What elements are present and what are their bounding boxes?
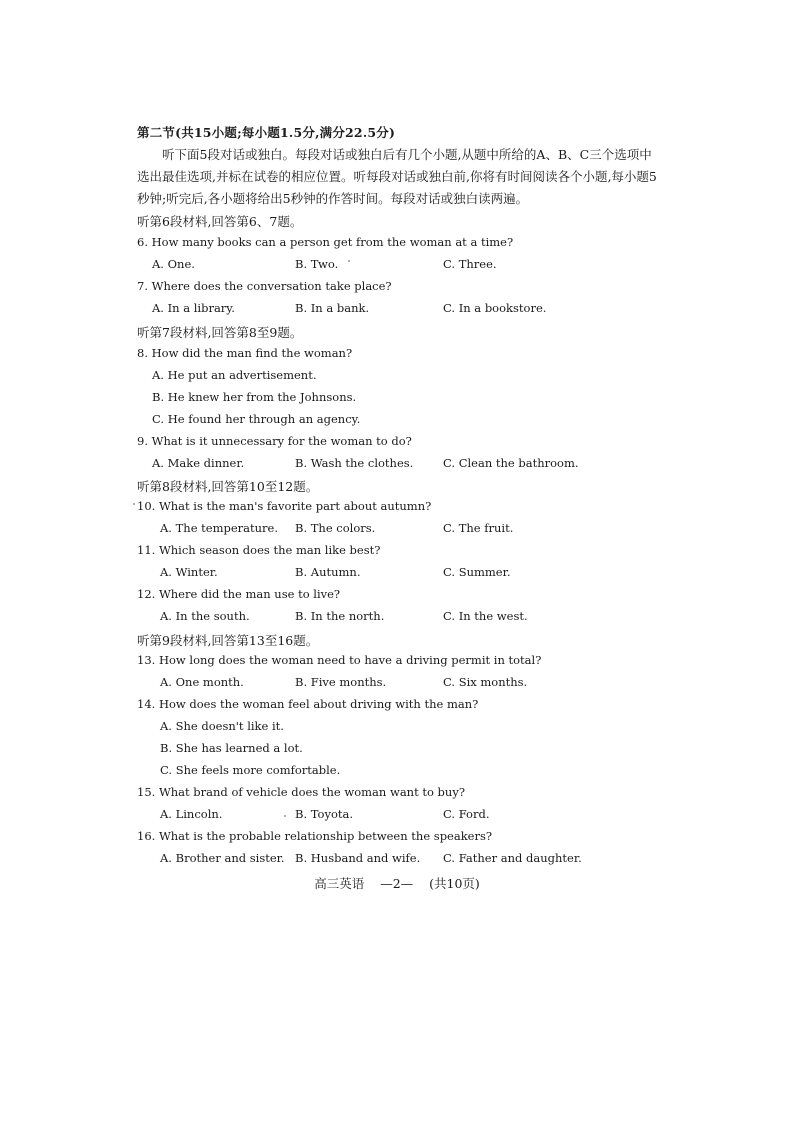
material-heading-7: 听第7段材料,回答第8至9题。: [137, 325, 303, 340]
question-13-stem: 13. How long does the woman need to have a driving permit in total?: [137, 653, 542, 667]
question-15-option-b: B. Toyota.: [295, 807, 354, 821]
question-16-option-c: C. Father and daughter.: [443, 851, 582, 865]
footer-page-number: —2—: [380, 876, 414, 891]
question-11-option-a: A. Winter.: [160, 565, 218, 579]
material-heading-6: 听第6段材料,回答第6、7题。: [137, 214, 303, 229]
question-7-option-b: B. In a bank.: [295, 301, 370, 315]
question-8-option-c: C. He found her through an agency.: [152, 412, 361, 426]
question-9-option-a: A. Make dinner.: [152, 456, 245, 470]
section-instructions: [137, 144, 657, 210]
page-footer: [0, 874, 794, 892]
question-12-option-b: B. In the north.: [295, 609, 385, 623]
question-10-option-a: A. The temperature.: [160, 521, 278, 535]
question-13-option-a: A. One month.: [160, 675, 244, 689]
question-7-option-c: C. In a bookstore.: [443, 301, 547, 315]
question-8-stem: 8. How did the man find the woman?: [137, 346, 353, 360]
question-9-option-c: C. Clean the bathroom.: [443, 456, 579, 470]
scan-speck: [284, 815, 286, 817]
question-7-stem: 7. Where does the conversation take place?: [137, 279, 392, 293]
question-6-stem: 6. How many books can a person get from the woman at a time?: [137, 235, 514, 249]
question-14-option-a: A. She doesn't like it.: [160, 719, 284, 733]
question-12-option-a: A. In the south.: [160, 609, 250, 623]
footer-total-pages: (共10页): [429, 876, 480, 891]
question-13-option-b: B. Five months.: [295, 675, 387, 689]
question-11-option-c: C. Summer.: [443, 565, 511, 579]
question-13-option-c: C. Six months.: [443, 675, 528, 689]
question-10-stem: 10. What is the man's favorite part about autumn?: [137, 499, 432, 513]
question-8-option-b: B. He knew her from the Johnsons.: [152, 390, 357, 404]
question-15-option-a: A. Lincoln.: [160, 807, 223, 821]
section-title: 第二节(共15小题;每小题1.5分,满分22.5分): [137, 125, 396, 140]
material-heading-8: 听第8段材料,回答第10至12题。: [137, 479, 319, 494]
question-14-option-c: C. She feels more comfortable.: [160, 763, 341, 777]
question-15-stem: 15. What brand of vehicle does the woman want to buy?: [137, 785, 465, 799]
question-16-option-a: A. Brother and sister.: [160, 851, 285, 865]
question-14-option-b: B. She has learned a lot.: [160, 741, 303, 755]
instructions-text: 听下面5段对话或独白。每段对话或独白后有几个小题,从题中所给的A、B、C三个选项中选出最佳选项,并标在试卷的相应位置。听每段对话或独白前,你将有时间阅读各个小题,每小题5秒钟;听完后,各小题将给出5秒钟的作答时间。每段对话或独白读两遍。: [137, 147, 657, 206]
question-9-option-b: B. Wash the clothes.: [295, 456, 414, 470]
question-10-option-b: B. The colors.: [295, 521, 376, 535]
question-16-option-b: B. Husband and wife.: [295, 851, 421, 865]
question-9-stem: 9. What is it unnecessary for the woman to do?: [137, 434, 412, 448]
scan-speck: [133, 503, 135, 505]
question-6-option-c: C. Three.: [443, 257, 497, 271]
scan-speck: [348, 260, 350, 262]
footer-subject: 高三英语: [314, 876, 365, 891]
question-16-stem: 16. What is the probable relationship between the speakers?: [137, 829, 493, 843]
material-heading-9: 听第9段材料,回答第13至16题。: [137, 633, 319, 648]
question-11-stem: 11. Which season does the man like best?: [137, 543, 381, 557]
question-10-option-c: C. The fruit.: [443, 521, 514, 535]
question-7-option-a: A. In a library.: [152, 301, 235, 315]
question-12-option-c: C. In the west.: [443, 609, 528, 623]
question-14-stem: 14. How does the woman feel about driving with the man?: [137, 697, 479, 711]
question-6-option-b: B. Two.: [295, 257, 339, 271]
question-12-stem: 12. Where did the man use to live?: [137, 587, 341, 601]
question-8-option-a: A. He put an advertisement.: [152, 368, 317, 382]
question-15-option-c: C. Ford.: [443, 807, 490, 821]
question-6-option-a: A. One.: [152, 257, 195, 271]
question-11-option-b: B. Autumn.: [295, 565, 361, 579]
